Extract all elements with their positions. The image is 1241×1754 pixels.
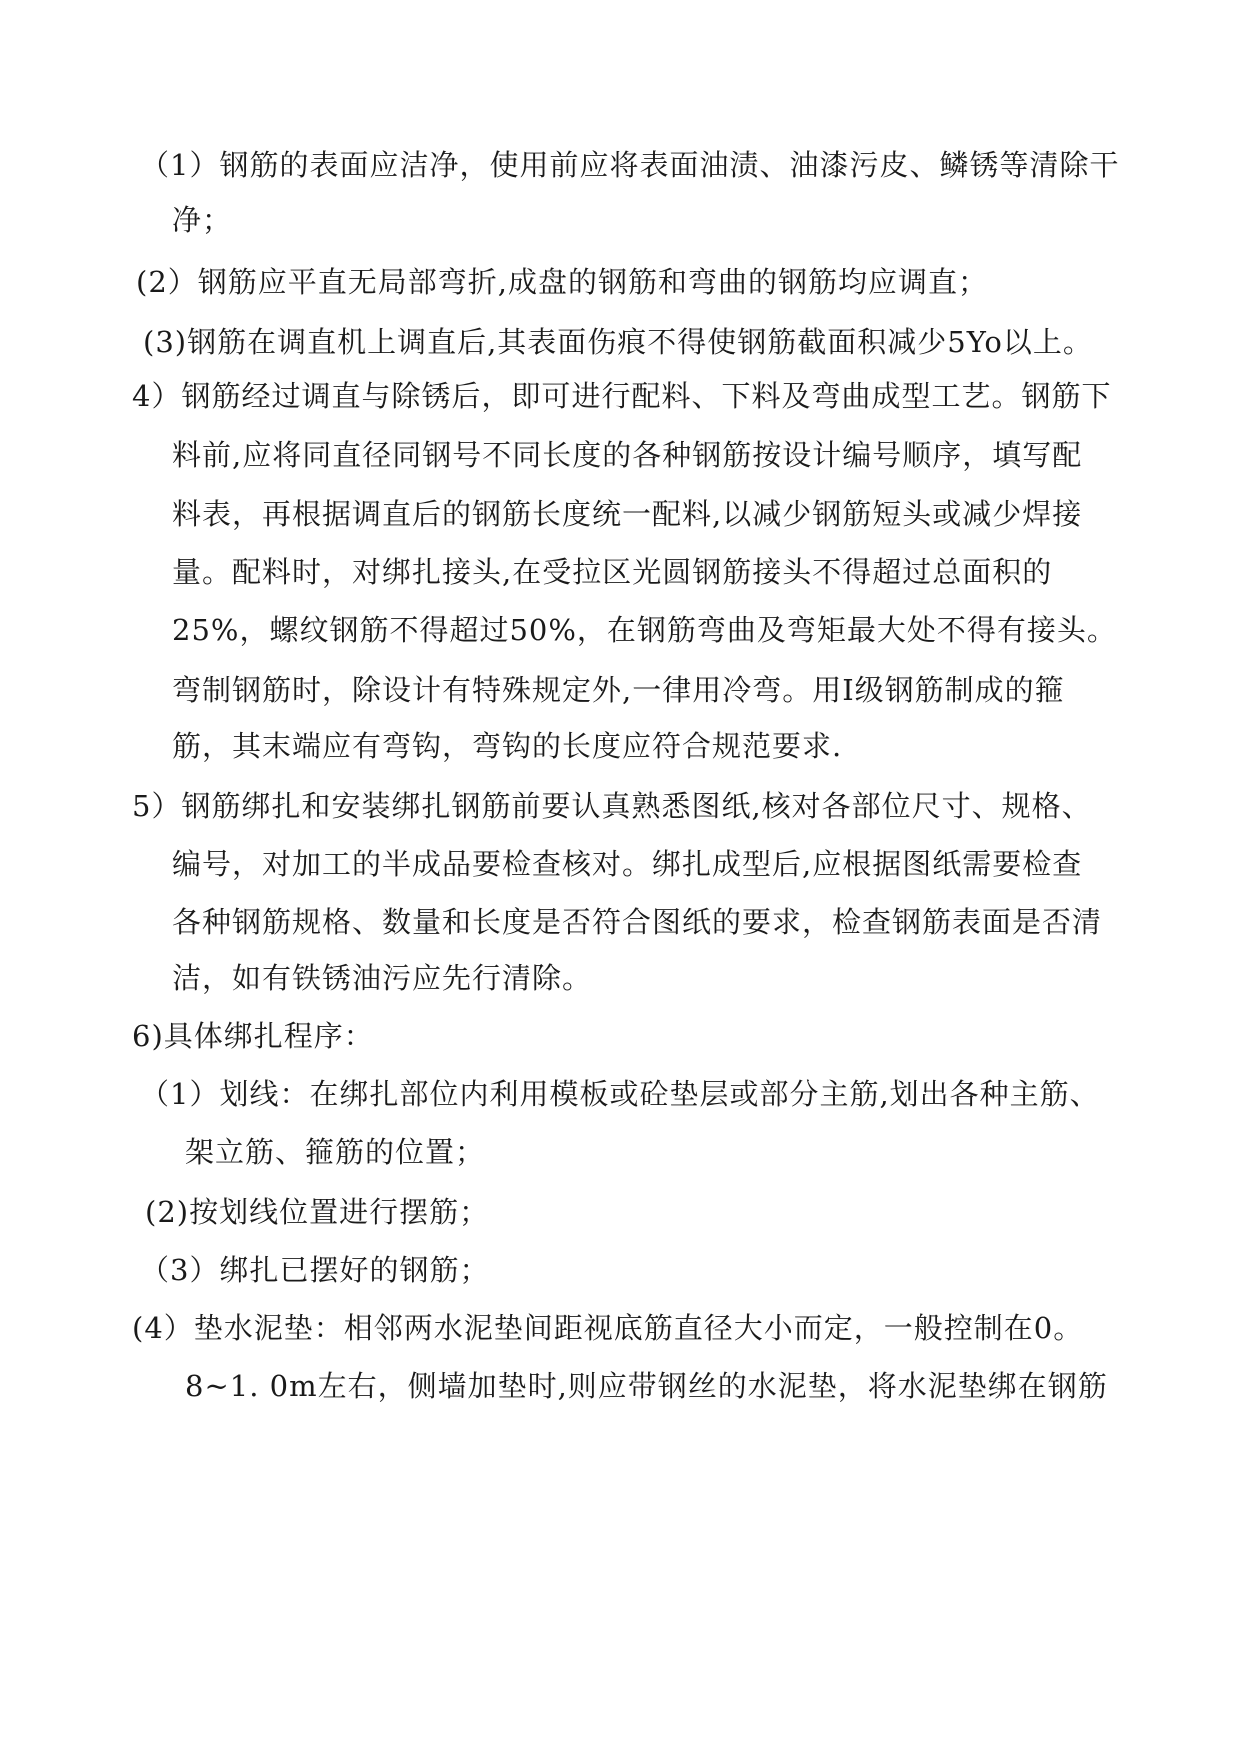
text-line: (3)钢筋在调直机上调直后,其表面伤痕不得使钢筋截面积减少5Yo以上。 bbox=[143, 325, 1093, 359]
text-line: 6)具体绑扎程序： bbox=[132, 1019, 374, 1053]
text-line: 架立筋、箍筋的位置； bbox=[185, 1135, 486, 1169]
text-line: 各种钢筋规格、数量和长度是否符合图纸的要求，检查钢筋表面是否清 bbox=[172, 905, 1103, 939]
text-line: （3）绑扎已摆好的钢筋； bbox=[140, 1253, 490, 1287]
text-line: (2）钢筋应平直无局部弯折,成盘的钢筋和弯曲的钢筋均应调直； bbox=[136, 265, 988, 299]
text-line: （1）划线：在绑扎部位内利用模板或砼垫层或部分主筋,划出各种主筋、 bbox=[140, 1077, 1100, 1111]
text-line: 8~1. 0m左右，侧墙加垫时,则应带钢丝的水泥垫，将水泥垫绑在钢筋 bbox=[185, 1369, 1108, 1403]
text-line: 编号，对加工的半成品要检查核对。绑扎成型后,应根据图纸需要检查 bbox=[172, 847, 1083, 881]
text-line: (2)按划线位置进行摆筋； bbox=[145, 1195, 490, 1229]
text-line: 料前,应将同直径同钢号不同长度的各种钢筋按设计编号顺序，填写配 bbox=[172, 438, 1083, 472]
text-line: 料表，再根据调直后的钢筋长度统一配料,以减少钢筋短头或减少焊接 bbox=[172, 497, 1083, 531]
text-line: 25%，螺纹钢筋不得超过50%，在钢筋弯曲及弯矩最大处不得有接头。 bbox=[172, 613, 1117, 647]
text-line: 弯制钢筋时，除设计有特殊规定外,一律用冷弯。用I级钢筋制成的箍 bbox=[172, 673, 1065, 707]
text-line: 净； bbox=[172, 203, 233, 237]
text-line: 筋，其末端应有弯钩，弯钩的长度应符合规范要求. bbox=[172, 729, 843, 763]
text-line: 洁，如有铁锈油污应先行清除。 bbox=[172, 961, 593, 995]
text-line: (4）垫水泥垫：相邻两水泥垫间距视底筋直径大小而定，一般控制在0。 bbox=[132, 1311, 1084, 1345]
text-line: （1）钢筋的表面应洁净，使用前应将表面油渍、油漆污皮、鳞锈等清除干 bbox=[140, 148, 1120, 182]
text-line: 量。配料时，对绑扎接头,在受拉区光圆钢筋接头不得超过总面积的 bbox=[172, 555, 1053, 589]
text-line: 4）钢筋经过调直与除锈后，即可进行配料、下料及弯曲成型工艺。钢筋下 bbox=[132, 379, 1112, 413]
text-line: 5）钢筋绑扎和安装绑扎钢筋前要认真熟悉图纸,核对各部位尺寸、规格、 bbox=[132, 789, 1092, 823]
